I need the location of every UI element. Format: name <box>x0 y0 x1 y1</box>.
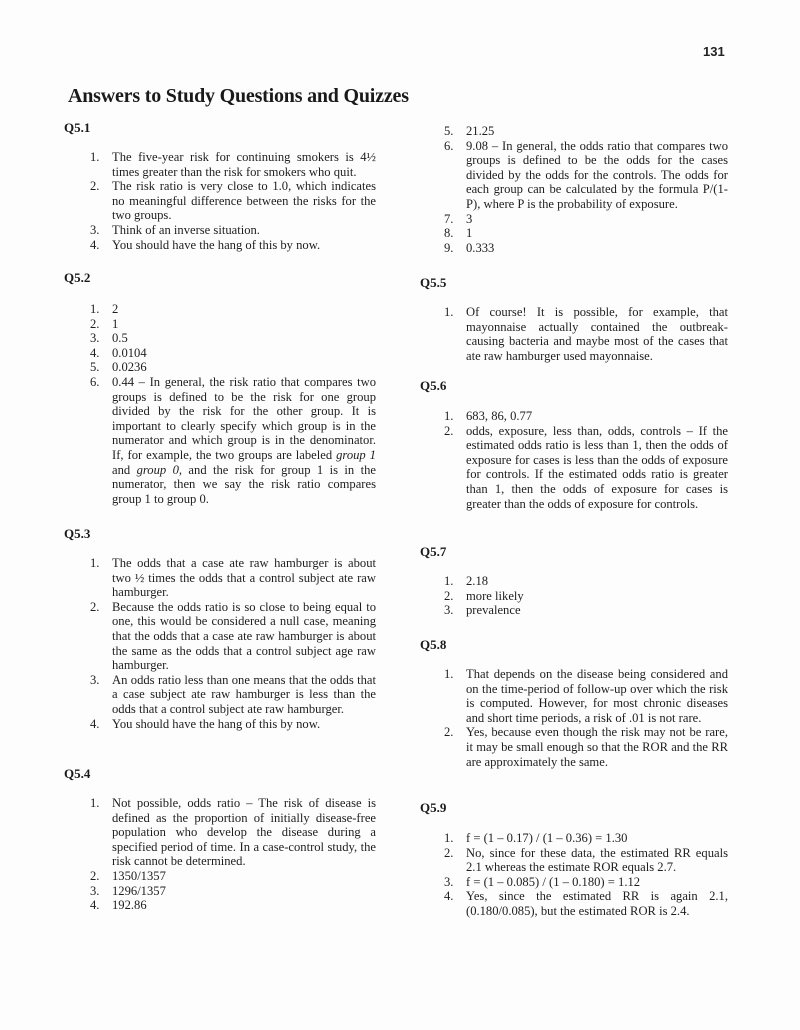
item-number: 2. <box>90 599 100 614</box>
list-item <box>444 139 728 212</box>
item-text: Yes, because even though the risk may not be rare, it may be small enough so that the ROR and the RR are approximately the same. <box>466 725 728 769</box>
list-item <box>90 302 376 317</box>
item-number: 3. <box>444 874 454 889</box>
item-text <box>112 375 376 506</box>
item-text: Because the odds ratio is so close to being equal to one, this would be considered a null case, meaning that the odds that a case ate raw hamburger is about the same as the odds that a control subject age raw hamburger. <box>112 599 376 673</box>
section-heading-q5-1: Q5.1 <box>64 120 91 135</box>
list-item <box>444 889 728 918</box>
list-item <box>90 238 376 253</box>
list-item <box>90 869 376 884</box>
list-item <box>90 150 376 179</box>
list-item <box>444 226 728 241</box>
item-number: 1. <box>90 556 100 570</box>
list-item <box>444 667 728 725</box>
list-item <box>444 424 728 512</box>
answer-list-q5-4-continued <box>444 124 728 255</box>
list-item <box>90 179 376 223</box>
list-item <box>90 317 376 332</box>
item-number: 1. <box>444 305 454 319</box>
item-text: You should have the hang of this by now. <box>112 237 321 252</box>
item-text: 3 <box>466 211 473 226</box>
item-number: 2. <box>90 868 100 883</box>
list-item <box>90 796 376 869</box>
answer-list-q5-7 <box>444 574 728 618</box>
item-text-part: 0.44 – In general, the risk ratio that compares two groups is defined to be the risk for one group divided by the risk for the other group. It is important to clearly specify which group is in the numerator and which group is in the denominator. If, for example, the two groups are labeled <box>112 374 376 462</box>
item-text: The five-year risk for continuing smokers is 4½ times greater than the risk for smokers who quit. <box>112 150 376 179</box>
item-text: 683, 86, 0.77 <box>466 409 533 423</box>
item-number: 2. <box>90 316 100 331</box>
list-item <box>444 574 728 589</box>
section-heading-q5-7: Q5.7 <box>420 544 447 559</box>
answer-list-q5-9 <box>444 831 728 919</box>
item-number: 2. <box>444 845 454 860</box>
item-text: Not possible, odds ratio – The risk of disease is defined as the proportion of initially disease-free population who develop the disease during a specified period of time. In a case-control study, the risk cannot be determined. <box>112 796 376 869</box>
item-number: 3. <box>90 222 100 237</box>
item-number: 2. <box>90 179 100 194</box>
list-item <box>444 241 728 256</box>
list-item <box>444 846 728 875</box>
list-item <box>90 331 376 346</box>
item-text: more likely <box>466 588 524 603</box>
item-number: 5. <box>444 124 454 138</box>
item-number: 8. <box>444 226 454 241</box>
answer-list-q5-8 <box>444 667 728 769</box>
item-number: 9. <box>444 240 454 255</box>
item-text: 0.0104 <box>112 345 147 360</box>
list-item <box>444 305 728 363</box>
section-heading-q5-8: Q5.8 <box>420 637 447 652</box>
item-text: You should have the hang of this by now. <box>112 716 321 731</box>
item-number: 4. <box>90 237 100 252</box>
list-item <box>90 898 376 913</box>
item-text: prevalence <box>466 603 521 618</box>
list-item <box>90 556 376 600</box>
item-text: 21.25 <box>466 124 495 138</box>
item-text: 1296/1357 <box>112 883 166 898</box>
item-text: 1 <box>112 316 119 331</box>
section-heading-q5-3: Q5.3 <box>64 526 91 541</box>
list-item <box>444 831 728 846</box>
item-number: 5. <box>90 360 100 375</box>
item-number: 3. <box>444 603 454 618</box>
page-title: Answers to Study Questions and Quizzes <box>68 85 409 107</box>
item-number: 1. <box>444 831 454 845</box>
item-text: 1350/1357 <box>112 868 166 883</box>
item-text: 9.08 – In general, the odds ratio that compares two groups is defined to be the odds for the cases divided by the odds for the controls. The odds for each group can be calculated by the formula P/(1-P), where P is the probability of exposure. <box>466 138 728 211</box>
item-number: 2. <box>444 423 454 438</box>
list-item <box>90 360 376 375</box>
item-number: 2. <box>444 725 454 740</box>
item-number: 3. <box>90 883 100 898</box>
list-item <box>90 717 376 732</box>
list-item <box>90 375 376 506</box>
section-heading-q5-6: Q5.6 <box>420 378 447 393</box>
item-text: f = (1 – 0.17) / (1 – 0.36) = 1.30 <box>466 831 628 845</box>
list-item <box>444 124 728 139</box>
section-heading-q5-9: Q5.9 <box>420 800 447 815</box>
item-text: 0.5 <box>112 331 128 346</box>
list-item <box>444 409 728 424</box>
item-number: 2. <box>444 588 454 603</box>
list-item <box>444 589 728 604</box>
item-text: The risk ratio is very close to 1.0, which indicates no meaningful difference between the risks for the two groups. <box>112 179 376 223</box>
answer-list-q5-3 <box>90 556 376 731</box>
answer-list-q5-1 <box>90 150 376 252</box>
item-text: Of course! It is possible, for example, that mayonnaise actually contained the outbreak-causing bacteria and maybe most of the cases that ate raw hamburger used mayonnaise. <box>466 305 728 363</box>
item-number: 4. <box>90 898 100 913</box>
list-item <box>444 875 728 890</box>
list-item <box>444 603 728 618</box>
item-text: Yes, since the estimated RR is again 2.1, (0.180/0.085), but the estimated ROR is 2.4. <box>466 889 728 918</box>
item-number: 6. <box>444 138 454 153</box>
page-number: 131 <box>703 44 725 59</box>
answer-list-q5-6 <box>444 409 728 511</box>
item-number: 6. <box>90 374 100 389</box>
list-item <box>90 673 376 717</box>
item-text: 0.0236 <box>112 360 147 375</box>
item-number: 7. <box>444 211 454 226</box>
section-heading-q5-4: Q5.4 <box>64 766 91 781</box>
item-text: odds, exposure, less than, odds, controls – If the estimated odds ratio is less than 1, then the odds of exposure for cases is less than the odds of exposure for controls. If the estimated odds ratio is greater than 1, then the odds of exposure for cases is greater than the odds of exposure for controls. <box>466 423 728 511</box>
item-number: 1. <box>90 150 100 164</box>
item-text: No, since for these data, the estimated RR equals 2.1 whereas the estimate ROR equals 2.7. <box>466 845 728 875</box>
item-text: 192.86 <box>112 898 147 913</box>
item-text: Think of an inverse situation. <box>112 222 260 237</box>
item-text: The odds that a case ate raw hamburger is about two ½ times the odds that a control subject ate raw hamburger. <box>112 556 376 600</box>
list-item <box>90 884 376 899</box>
item-number: 4. <box>444 889 454 904</box>
item-number: 4. <box>90 345 100 360</box>
item-number: 1. <box>90 796 100 810</box>
item-text: An odds ratio less than one means that the odds that a case subject ate raw hamburger is less than the odds that a control subject ate raw hamburger. <box>112 672 376 716</box>
answer-list-q5-4 <box>90 796 376 913</box>
list-item <box>444 725 728 769</box>
italic-term-group-0: group 0 <box>136 462 179 477</box>
item-number: 1. <box>444 574 454 588</box>
item-number: 3. <box>90 672 100 687</box>
list-item <box>444 212 728 227</box>
item-text-part: , and the risk for group 1 is in the numerator, then we say the risk ratio compares group 1 to group 0. <box>112 462 376 506</box>
item-text: 1 <box>466 226 473 241</box>
item-text: 2.18 <box>466 574 489 588</box>
item-text: 0.333 <box>466 240 495 255</box>
item-text: f = (1 – 0.085) / (1 – 0.180) = 1.12 <box>466 874 641 889</box>
item-text: That depends on the disease being considered and on the time-period of follow-up over which the risk is computed. However, for most chronic diseases and short time periods, a risk of .01 is not rare. <box>466 667 728 725</box>
item-number: 1. <box>444 667 454 681</box>
list-item <box>90 600 376 673</box>
section-heading-q5-5: Q5.5 <box>420 275 447 290</box>
list-item <box>90 346 376 361</box>
italic-term-group-1: group 1 <box>336 447 376 462</box>
answer-list-q5-5 <box>444 305 728 363</box>
item-number: 1. <box>444 409 454 423</box>
item-number: 1. <box>90 302 100 316</box>
item-number: 3. <box>90 331 100 346</box>
section-heading-q5-2: Q5.2 <box>64 270 91 285</box>
list-item <box>90 223 376 238</box>
item-number: 4. <box>90 716 100 731</box>
item-text-part: and <box>112 462 137 477</box>
item-text: 2 <box>112 302 119 316</box>
answer-list-q5-2 <box>90 302 376 506</box>
